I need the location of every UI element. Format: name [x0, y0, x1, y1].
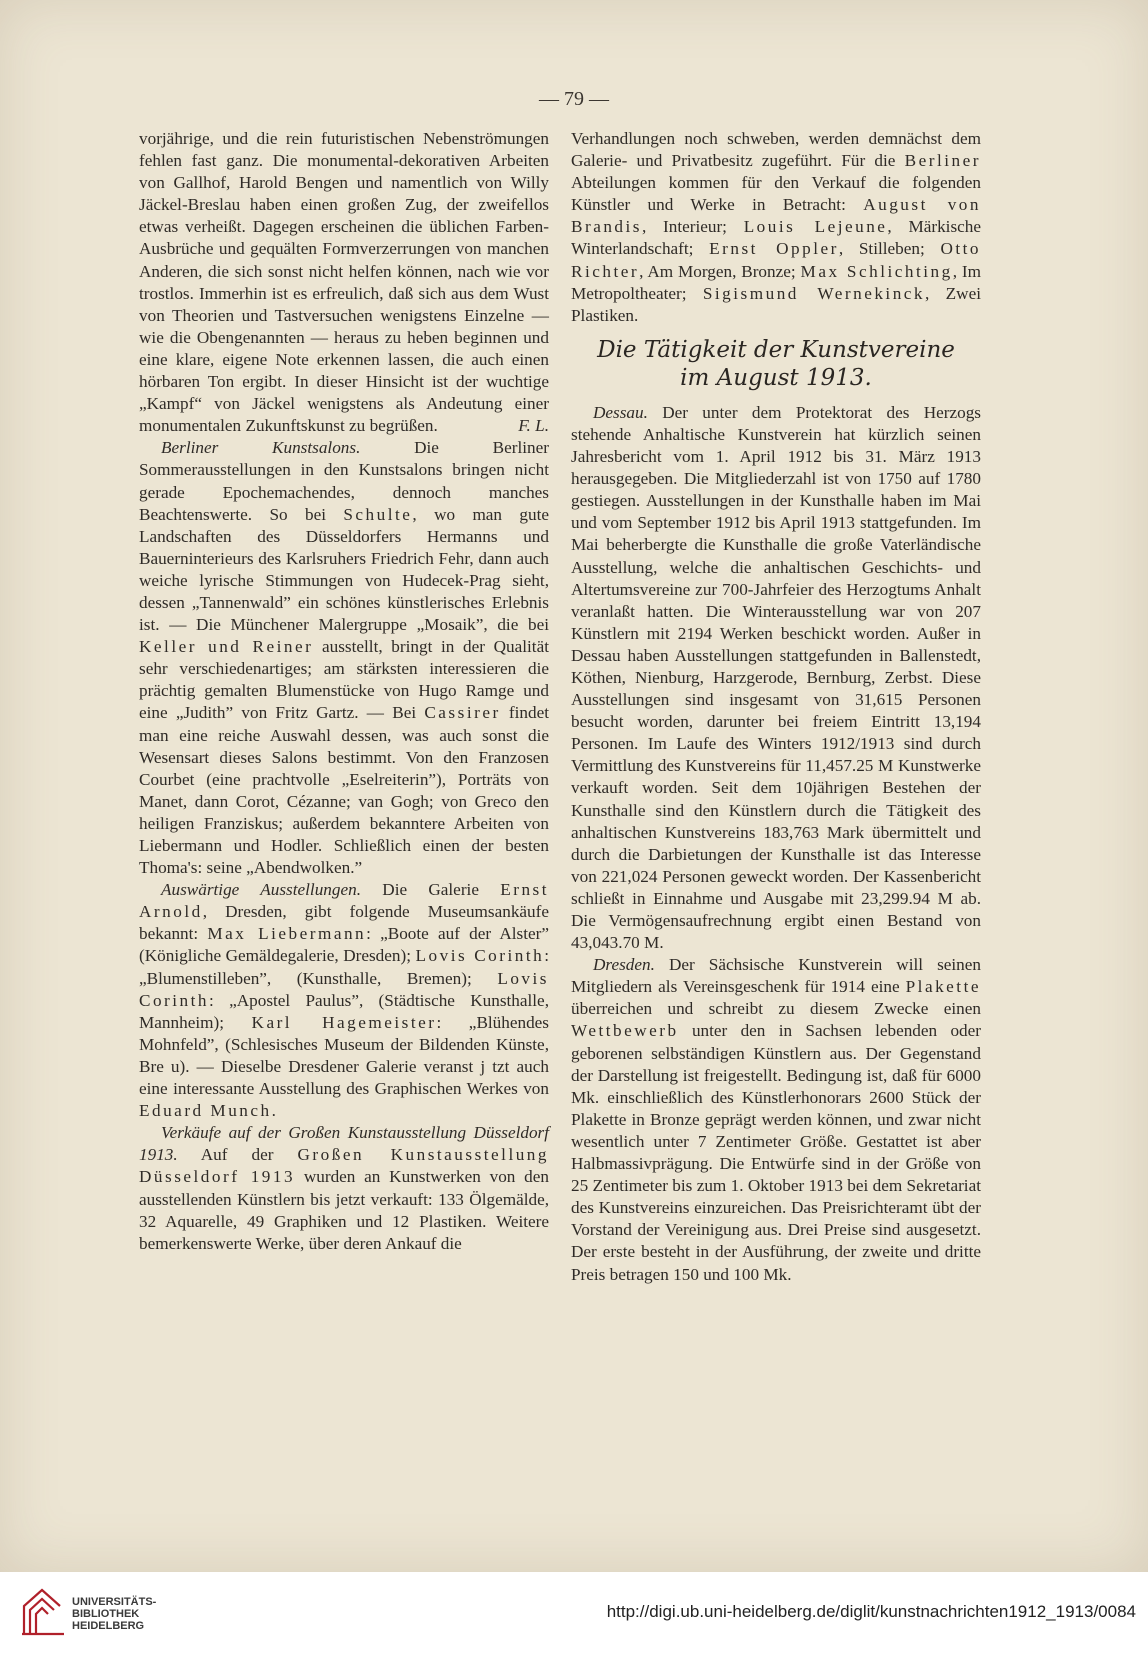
spaced-name: Max Schlichting	[800, 261, 953, 281]
text-run: Der unter dem Protektorat des Herzogs stehende Anhaltische Kunstverein hat kürzlich seinen Jahresbericht vom 1. April 1912 bis 31. März 1913 herausgegeben. Die Mitgliederzahl ist von 1750 auf 1780 gestiegen. Ausstellungen in der Kunsthalle haben im Mai und vom September 1912 bis April 1913 stattgefunden. Im Mai beherbergte die Kunsthalle die große Vaterländische Ausstellung, welche die anhaltischen Geschichts- und Altertumsvereine zur 700-Jahrfeier des Herzogtums Anhalt veranlaßt hatten. Die Winterausstellung war von 207 Künstlern mit 2194 Werken beschickt worden. Außer in Dessau haben Ausstellungen stattgefunden in Ballenstedt, Köthen, Nienburg, Harzgerode, Bernburg, Zerbst. Diese Ausstellungen sind insgesamt von 31,615 Personen besucht worden, darunter bei freiem Eintritt 13,194 Personen. Im Laufe des Winters 1912/1913 sind durch Vermittlung des Kunstvereins für 11,457.25 M Kunstwerke verkauft worden. Seit dem 10jährigen Bestehen der Kunsthalle sind den Künstlern durch die Tätigkeit des anhaltischen Kunstvereins 183,763 Mark übermittelt und durch die Darbietungen der Kunsthalle ist das Interesse von 221,024 Personen geweckt worden. Der Kassenbericht schließt in Einnahme und Ausgabe mit 23,299.94 M ab. Die Vermögensaufrechnung ergibt einen Bestand von 43,043.70 M.	[571, 402, 981, 953]
author-signature: F. L.	[518, 416, 549, 436]
spaced-name: Louis Lejeune	[743, 217, 888, 237]
heading-line-1: Die Tätigkeit der Kunstvereine	[597, 336, 955, 363]
section-title: Verkäufe auf der Großen Kunstausstellung Düsseldorf 1913.	[139, 1123, 549, 1165]
section-title: Dresden.	[593, 955, 655, 975]
paragraph-berliner-abteilungen	[571, 128, 981, 327]
paragraph-berliner-kunstsalons	[139, 437, 549, 879]
library-footer	[0, 1572, 1148, 1654]
library-name	[72, 1596, 156, 1632]
text-run: Auf der	[177, 1145, 298, 1165]
spaced-name: Lovis Corinth	[139, 968, 549, 1010]
spaced-name: Plakette	[905, 977, 981, 997]
text-run: : „Boote auf der Alster” (Königliche Gemäldegalerie, Dresden);	[139, 924, 549, 966]
text-run: überreichen und schreibt zu diesem Zwecke einen	[571, 999, 981, 1019]
spaced-name: Karl Hagemeister	[251, 1012, 437, 1032]
spaced-name: Cassirer	[424, 703, 501, 723]
spaced-name: Sigismund Wernekinck	[702, 283, 926, 303]
library-name-line: UNIVERSITÄTS-	[72, 1596, 157, 1608]
paragraph-dresden	[571, 954, 981, 1285]
spaced-name: Lovis Corinth	[415, 946, 545, 966]
text-run: , Am Morgen, Bronze;	[639, 261, 801, 281]
spaced-name: Ernst Oppler	[709, 239, 839, 259]
library-name-line: HEIDELBERG	[72, 1620, 145, 1632]
spaced-name: Großen Kunstausstellung Düsseldorf 1913	[139, 1145, 549, 1187]
paragraph-auswaertige-ausstellungen	[139, 879, 549, 1122]
text-run: .	[271, 1101, 276, 1121]
source-url-link[interactable]: http://digi.ub.uni-heidelberg.de/diglit/kunstnachrichten1912_1913/0084	[606, 1602, 1136, 1621]
text-run: : „Apostel Paulus”, (Städtische Kunsthalle, Mannheim);	[139, 990, 549, 1032]
section-title: Auswärtige Ausstellungen.	[161, 880, 361, 900]
text-run: : „Blühendes Mohnfeld”, (Schlesisches Museum der Bildenden Künste, Bre u). — Dieselbe Dresdener Galerie veranst j tzt auch eine interessante Ausstellung des Graphischen Werkes von	[139, 1012, 550, 1099]
text-run: , Zwei Plastiken.	[571, 283, 981, 325]
text-run: wurden an Kunstwerken von den ausstellenden Künstlern bis jetzt verkauft: 133 Ölgemälde, 32 Aquarelle, 49 Graphiken und 12 Plastiken. Weitere bemerkenswerte Werke, über deren Ankauf die	[139, 1167, 549, 1253]
paragraph-verkaeufe-duesseldorf	[139, 1122, 549, 1255]
text-run: Der Sächsische Kunstverein will seinen Mitgliedern als Vereinsgeschenk für 1914 eine	[571, 955, 981, 997]
paragraph-futurism	[139, 128, 549, 437]
spaced-name: Keller und Reiner	[139, 637, 314, 657]
text-run: , wo man gute Landschaften des Düsseldorfers Hermanns und Bauerninterieurs des Karlsruhers Friedrich Fehr, dann auch weiche lyrische Stimmungen von Hudecek-Prag sieht, dessen „Tannenwald” ein schönes künstlerisches Erlebnis ist. — Die Münchener Malergruppe „Mosaik”, die bei	[139, 504, 549, 635]
spaced-name: Ernst Arnold	[139, 880, 550, 922]
right-column	[571, 128, 981, 1286]
text-run: , Märkische Winterlandschaft;	[571, 217, 981, 259]
spaced-name: August von Brandis	[571, 195, 981, 237]
text-run: Verhandlungen noch schweben, werden demnächst dem Galerie- und Privatbesitz zugeführt. Für die	[571, 129, 981, 171]
section-heading	[571, 336, 981, 392]
text-run: Abteilungen kommen für den Verkauf die folgenden Künstler und Werke in Betracht:	[571, 173, 981, 215]
text-run: findet man eine reiche Auswahl dessen, was auch sonst die Wesensart dieses Salons bestimmt. Von den Franzosen Courbet (eine prachtvolle „Eselreiterin”), Porträts von Manet, dann Corot, Cézanne; van Gogh; von Greco den heiligen Franziskus; außerdem bekanntere Arbeiten von Liebermann und Hodler. Schließlich einen der besten Thoma's: seine „Abendwolken.”	[139, 703, 550, 878]
paragraph-dessau	[571, 402, 981, 954]
text-run: , Interieur;	[641, 217, 744, 237]
text-run: , Im Metropoltheater;	[571, 261, 981, 303]
section-title: Berliner Kunstsalons.	[161, 438, 361, 458]
text-run: Die Berliner Sommerausstellungen in den Kunstsalons bringen nicht gerade Epochemachendes, dennoch manches Beachtenswerte. So bei	[139, 438, 549, 524]
text-run: : „Blumenstilleben”, (Kunsthalle, Bremen);	[139, 946, 550, 988]
page-number: — 79 —	[539, 88, 609, 110]
text-run: , Dresden, gibt folgende Museumsankäufe bekannt:	[139, 902, 549, 944]
text-run: unter den in Sachsen lebenden oder geborenen selbständigen Künstlern aus. Der Gegenstand der Darstellung ist freigestellt. Bedingung ist, daß für 6000 Mk. einschließlich des Künstlerhonorars 2600 Stück der Plakette in Bronze geprägt werden können, und zwar nicht wesentlich unter 7 Zentimeter Größe. Gestattet ist aber Halbmassivprägung. Die Entwürfe sind in der Größe von 25 Zentimeter bis zum 1. Oktober 1913 bei dem Sekretariat des Kunstvereins einzureichen. Das Preisrichteramt übt der Vorstand der Vereinigung aus. Drei Preise sind ausgesetzt. Der erste besteht in der Ausführung, der zweite und dritte Preis betragen 150 und 100 Mk.	[571, 1021, 981, 1284]
spaced-name: Eduard Munch	[139, 1101, 272, 1121]
spaced-name: Wettbewerb	[571, 1021, 679, 1041]
heading-line-2: im August 1913.	[680, 364, 872, 391]
paragraph-text: vorjährige, und die rein futuristischen Nebenströmungen fehlen fast ganz. Die monumental-dekorativen Arbeiten von Gallhof, Harold Bengen und namentlich von Willy Jäckel-Breslau haben einen großen Zug, der zweifellos etwas verheißt. Dagegen erscheinen die üblichen Farben-Ausbrüche und gequälten Formverzerrungen von manchen Anderen, die sich sonst nicht helfen können, nach wie vor trostlos. Immerhin ist es erfreulich, daß sich aus dem Wust von Theorien und Tastversuchen wenigstens Einzelne — wie die Obengenannten — heraus zu heben beginnen und eine klare, eigene Note erkennen lassen, die auch einen hörbaren Ton ergibt. In dieser Hinsicht ist der wuchtige „Kampf“ von Jäckel wenigstens als Andeutung einer monumentalen Zukunftskunst zu begrüßen.	[139, 129, 549, 436]
text-run: Die Galerie	[361, 880, 501, 900]
left-column	[139, 128, 549, 1255]
library-name-line: BIBLIOTHEK	[72, 1608, 140, 1620]
library-logo-icon	[20, 1586, 66, 1638]
text-run: , Stilleben;	[838, 239, 941, 259]
section-title: Dessau.	[593, 402, 648, 422]
spaced-name: Max Liebermann	[207, 924, 367, 944]
spaced-name: Schulte	[343, 504, 413, 524]
spaced-name: Berliner	[904, 151, 981, 171]
spaced-name: Otto Richter	[571, 239, 981, 281]
text-run: ausstellt, bringt in der Qualität sehr verschiedenartiges; am stärksten interessieren die prächtig gemalten Blumenstücke von Hugo Ramge und eine „Judith” von Fritz Gartz. — Bei	[139, 637, 549, 723]
